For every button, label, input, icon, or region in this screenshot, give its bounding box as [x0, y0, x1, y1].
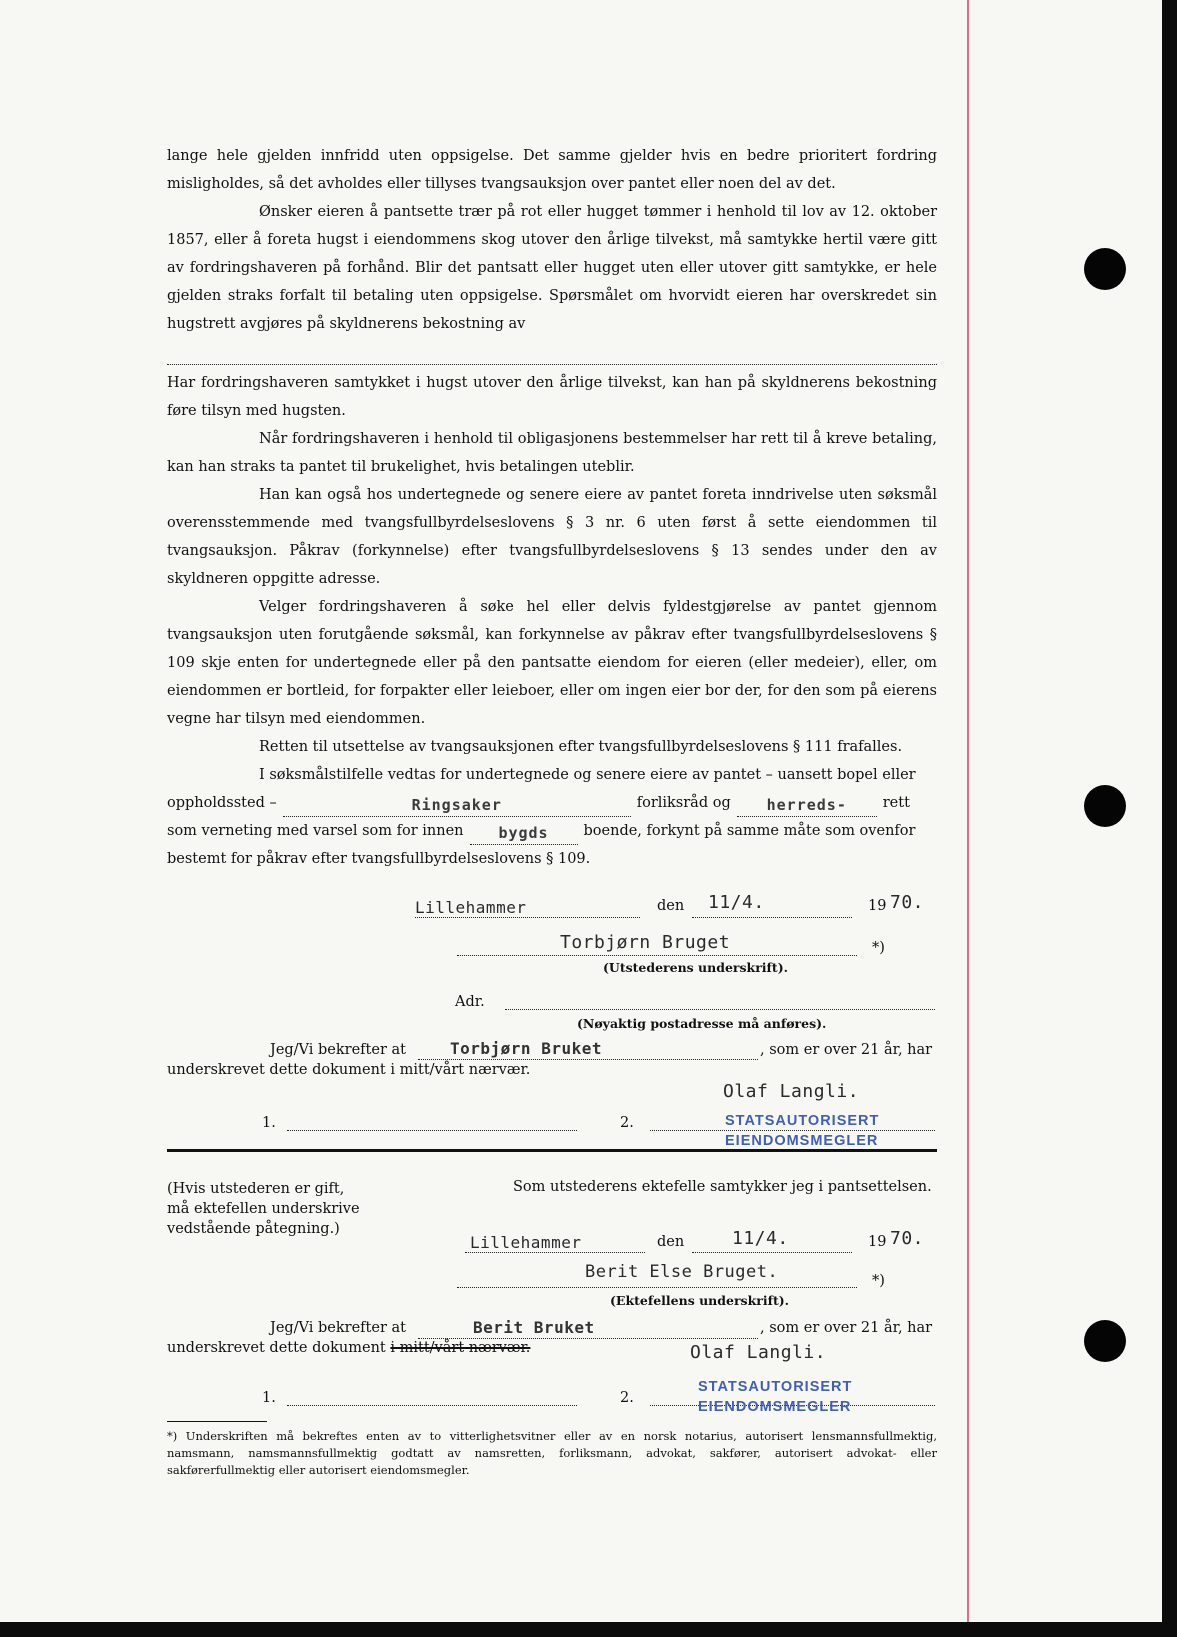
label-text: 19	[868, 898, 887, 914]
label-text: den	[657, 898, 685, 914]
date-text: 11/4.	[732, 1228, 789, 1249]
court-field	[737, 796, 877, 817]
note-line: (Hvis utstederen er gift,	[167, 1181, 345, 1197]
paragraph: bestemt for påkrav efter tvangsfullbyrdelseslovens § 109.	[167, 851, 591, 867]
footnote-marker: *)	[872, 940, 885, 956]
footnote: *) Underskriften må bekreftes enten av to vitterlighetsvitner eller av en norsk notarius, autorisert lensmannsfullmektig, namsmann, namsmannsfullmektig godtatt av namsretten, forliksmann, advokat, sakfører, autorisert advokat- eller sakførerfullmektig eller autorisert eiendomsmegler.	[167, 1429, 937, 1477]
confirm-text: underskrevet dette dokument	[167, 1340, 386, 1356]
note-line: må ektefellen underskrive	[167, 1201, 360, 1217]
label-text: 1.	[262, 1115, 276, 1131]
signature-name: Berit Else Bruget.	[585, 1262, 779, 1282]
label-text: forliksråd og	[636, 795, 731, 811]
confirm-name: Berit Bruket	[473, 1318, 595, 1337]
year-text: 70.	[890, 892, 925, 913]
broker-stamp	[698, 1377, 852, 1417]
paragraph: Velger fordringshaveren å søke hel eller delvis fyldestgjørelse av pantet gjennom tvangsauksjon uten forutgående søksmål, kan forkynnelse av påkrav efter tvangsfullbyrdelseslovens § 109 skje enten for undertegnede eller på den pantsatte eiendom for eieren (eller medeier), eller, om eiendommen er bortleid, for forpakter eller leieboer, eller om ingen eier bor der, for den som på eierens vegne har tilsyn med eiendommen.	[167, 599, 937, 727]
label-text: , som er over 21 år, har	[760, 1042, 933, 1058]
paragraph: Retten til utsettelse av tvangsauksjonen efter tvangsfullbyrdelseslovens § 111 frafalles.	[259, 739, 903, 755]
signature-caption: (Utstederens underskrift).	[603, 960, 788, 975]
place-line	[465, 1252, 645, 1253]
label-text: 2.	[620, 1115, 634, 1131]
paragraph: I søksmålstilfelle vedtas for undertegnede og senere eiere av pantet – uansett bopel eller	[259, 767, 916, 783]
document-body	[167, 142, 937, 873]
paragraph: Har fordringshaveren samtykket i hugst utover den årlige tilvekst, kan han på skyldnerens bekostning føre tilsyn med hugsten.	[167, 375, 937, 419]
blank-line	[167, 340, 937, 365]
date-line	[692, 917, 852, 918]
label-text: boende, forkynt på samme måte som ovenfor	[583, 823, 916, 839]
date-line	[692, 1252, 852, 1253]
label-text: Jeg/Vi bekrefter at	[270, 1042, 406, 1058]
note-line: vedstående påtegning.)	[167, 1221, 340, 1237]
label-text: Jeg/Vi bekrefter at	[270, 1320, 406, 1336]
label-text: som verneting med varsel som for innen	[167, 823, 464, 839]
label-text: 1.	[262, 1390, 276, 1406]
paragraph: Han kan også hos undertegnede og senere eiere av pantet foreta inndrivelse uten søksmål overensstemmende med tvangsfullbyrdelseslovens § 3 nr. 6 uten først å sette eiendommen til tvangsauksjon. Påkrav (forkynnelse) efter tvangsfullbyrdelseslovens § 13 sendes under den av skyldneren oppgitte adresse.	[167, 487, 937, 587]
consent-text: Som utstederens ektefelle samtykker jeg i pantsettelsen.	[513, 1179, 932, 1195]
signature-caption: (Ektefellens underskrift).	[610, 1293, 789, 1308]
witness-line	[287, 1130, 577, 1131]
date-text: 11/4.	[708, 892, 765, 913]
address-caption: (Nøyaktig postadresse må anføres).	[577, 1016, 827, 1031]
year-text: 70.	[890, 1228, 925, 1249]
venue-line	[167, 789, 937, 817]
handwritten-value: Ringsaker	[411, 796, 502, 814]
place-text: Lillehammer	[470, 1233, 582, 1252]
label-text: Adr.	[455, 994, 485, 1010]
signature-line	[457, 955, 857, 956]
witness-name: Olaf Langli.	[723, 1081, 860, 1102]
broker-stamp	[725, 1111, 879, 1151]
confirm-name: Torbjørn Bruket	[450, 1039, 602, 1058]
label-text: , som er over 21 år, har	[760, 1320, 933, 1336]
label-text: oppholdssted –	[167, 795, 277, 811]
paragraph: Ønsker eieren å pantsette trær på rot eller hugget tømmer i henhold til lov av 12. oktober 1857, eller å foreta hugst i eiendommens skog utover den årlige tilvekst, må samtykke hertil være gitt av fordringshaveren på forhånd. Blir det pantsatt eller hugget uten eller utover gitt samtykke, er hele gjelden straks forfalt til betaling uten oppsigelse. Spørsmålet om hvorvidt eieren har overskredet sin hugstrett avgjøres på skyldnerens bekostning av	[167, 204, 937, 332]
signature-line	[457, 1287, 857, 1288]
label-text	[167, 1340, 530, 1356]
witness-name: Olaf Langli.	[690, 1342, 827, 1363]
section-divider	[167, 1149, 937, 1152]
struck-text: i mitt/vårt nærvær.	[390, 1340, 531, 1356]
venue-field	[283, 796, 631, 817]
label-text: rett	[882, 795, 910, 811]
handwritten-value: herreds-	[766, 796, 847, 814]
label-text: 2.	[620, 1390, 634, 1406]
footnote-rule	[167, 1421, 267, 1422]
punch-hole	[1084, 785, 1126, 827]
stamp-line: STATSAUTORISERT	[725, 1113, 880, 1129]
label-text: den	[657, 1234, 685, 1250]
place-line	[415, 917, 640, 918]
label-text: underskrevet dette dokument i mitt/vårt nærvær.	[167, 1062, 531, 1078]
label-text: 19	[868, 1234, 887, 1250]
confirm-line	[418, 1059, 758, 1060]
stamp-line: STATSAUTORISERT	[698, 1379, 853, 1395]
place-text: Lillehammer	[415, 898, 527, 917]
stamp-line: EIENDOMSMEGLER	[698, 1399, 852, 1415]
district-field	[470, 824, 578, 845]
red-margin-line	[967, 0, 969, 1622]
footnote-marker: *)	[872, 1273, 885, 1289]
signature-name: Torbjørn Bruget	[560, 932, 731, 953]
punch-hole	[1084, 248, 1126, 290]
handwritten-value: bygds	[498, 824, 549, 842]
paragraph: Når fordringshaveren i henhold til obligasjonens bestemmelser har rett til å kreve betaling, kan han straks ta pantet til brukelighet, hvis betalingen uteblir.	[167, 431, 937, 475]
address-line	[505, 1009, 935, 1010]
punch-hole	[1084, 1320, 1126, 1362]
paragraph: lange hele gjelden innfridd uten oppsigelse. Det samme gjelder hvis en bedre prioritert fordring misligholdes, så det avholdes eller tillyses tvangsauksjon over pantet eller noen del av det.	[167, 148, 937, 192]
venue-line	[167, 817, 937, 845]
witness-line	[287, 1405, 577, 1406]
spouse-note	[167, 1179, 360, 1239]
stamp-line: EIENDOMSMEGLER	[725, 1133, 879, 1149]
confirm-line	[418, 1338, 758, 1339]
